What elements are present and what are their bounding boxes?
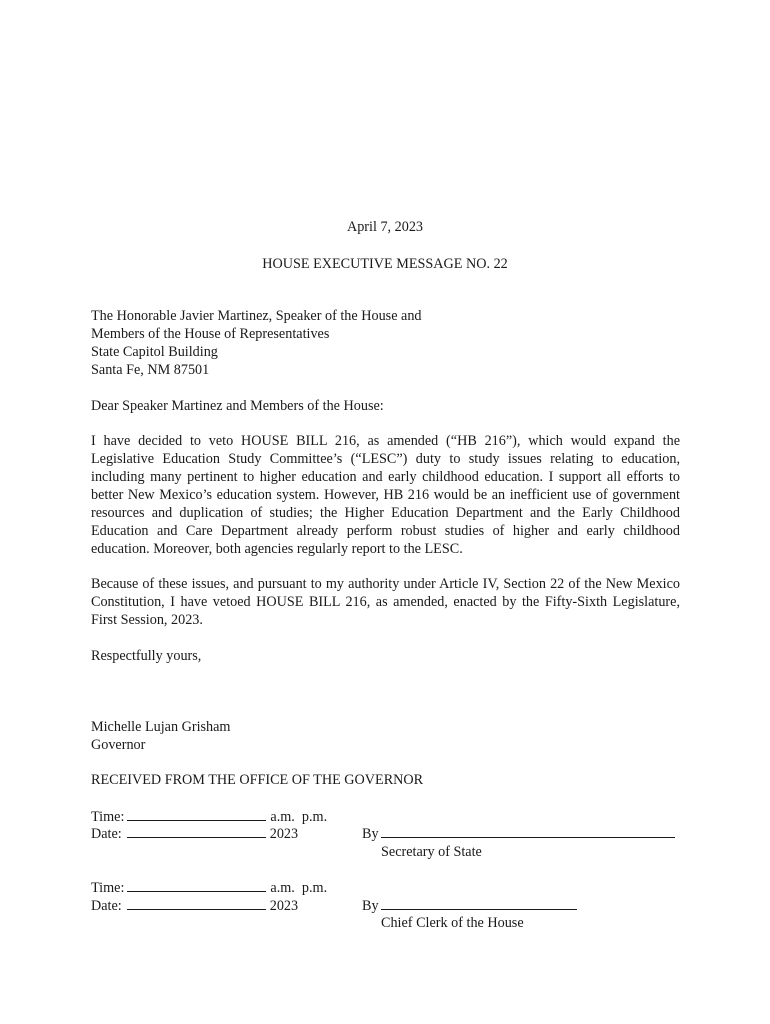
address-line: State Capitol Building [91, 344, 218, 360]
ampm-label: a.m. p.m. [270, 880, 328, 896]
address-line: Members of the House of Representatives [91, 326, 330, 342]
body-paragraph: Because of these issues, and pursuant to my authority under Article IV, Section 22 of the New Mexico Constitution, I have vetoed HOUSE BILL 216, as amended, enacted by the Fifty-Sixth Legislature, First Session, 2023. [91, 576, 680, 628]
by-label: By [362, 826, 379, 842]
received-heading: RECEIVED FROM THE OFFICE OF THE GOVERNOR [91, 772, 424, 788]
officer-signature-blank[interactable] [381, 825, 675, 838]
date-blank[interactable] [127, 825, 266, 838]
time-blank[interactable] [127, 879, 266, 892]
date-blank[interactable] [127, 897, 266, 910]
address-line: The Honorable Javier Martinez, Speaker of the House and [91, 308, 422, 324]
message-heading: HOUSE EXECUTIVE MESSAGE NO. 22 [262, 256, 508, 272]
signer-name: Michelle Lujan Grisham [91, 719, 231, 735]
year-label: 2023 [269, 898, 299, 914]
date-label: Date: [91, 826, 122, 842]
time-line [91, 808, 327, 826]
signature-line [362, 897, 577, 915]
date-line [91, 825, 298, 843]
signature-block [91, 718, 230, 754]
time-line [91, 879, 327, 897]
recipient-address [91, 307, 422, 379]
date-label: Date: [91, 898, 122, 914]
time-label: Time: [91, 880, 125, 896]
closing: Respectfully yours, [91, 648, 202, 664]
signer-title: Governor [91, 737, 146, 753]
officer-title: Secretary of State [381, 844, 482, 860]
salutation: Dear Speaker Martinez and Members of the House: [91, 398, 384, 414]
address-line: Santa Fe, NM 87501 [91, 362, 210, 378]
ampm-label: a.m. p.m. [270, 809, 328, 825]
officer-signature-blank[interactable] [381, 897, 577, 910]
letter-date: April 7, 2023 [346, 219, 424, 235]
signature-line [362, 825, 675, 843]
officer-title: Chief Clerk of the House [381, 915, 524, 931]
date-line [91, 897, 298, 915]
body-paragraph: I have decided to veto HOUSE BILL 216, as amended (“HB 216”), which would expand the Legislative Education Study Committee’s (“LESC”) duty to study issues relating to education, including many pertinent to higher education and early childhood education. I support all efforts to better New Mexico’s education system. However, HB 216 would be an inefficient use of government resources and duplication of studies; the Higher Education Department and the Early Childhood Education and Care Department already perform robust studies of higher and early childhood education. Moreover, both agencies regularly report to the LESC. [91, 433, 680, 557]
time-label: Time: [91, 809, 125, 825]
year-label: 2023 [269, 826, 299, 842]
by-label: By [362, 898, 379, 914]
time-blank[interactable] [127, 808, 266, 821]
